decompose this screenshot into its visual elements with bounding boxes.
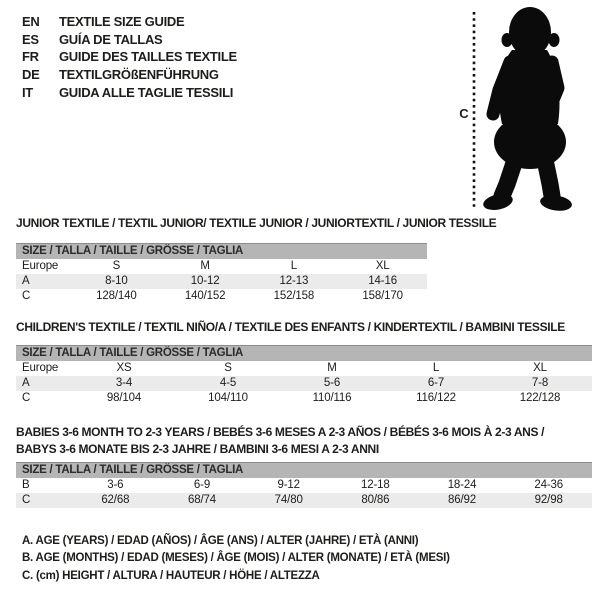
size-cell: 74/80 <box>274 494 303 507</box>
children-size-table <box>16 319 592 407</box>
size-cell: S <box>112 260 121 272</box>
size-header-bar: SIZE / TALLA / TAILLE / GRÖSSE / TAGLIA <box>16 462 592 478</box>
language-code: ES <box>22 31 39 47</box>
footnote-b: B. AGE (MONTHS) / EDAD (MESES) / ÂGE (MOIS) / ALTER (MONATE) / ETÀ (MESI) <box>22 552 450 565</box>
size-cell: 3-6 <box>107 479 124 491</box>
size-cell: 152/158 <box>273 290 315 303</box>
size-cell: 68/74 <box>187 494 217 507</box>
language-header <box>22 13 237 101</box>
size-cell: 62/68 <box>101 494 130 507</box>
size-cell: 12-18 <box>361 479 390 491</box>
size-cell: XS <box>116 362 132 374</box>
table-row <box>16 493 592 508</box>
size-cell: 9-12 <box>277 479 300 491</box>
table-title-block <box>16 424 592 458</box>
size-cell: 92/98 <box>534 494 563 507</box>
size-cell: M <box>200 260 210 272</box>
size-cell: S <box>224 362 232 374</box>
size-cell: 10-12 <box>190 275 220 288</box>
language-row-en <box>22 13 237 31</box>
size-cell: 122/128 <box>519 392 561 405</box>
size-cell: 14-16 <box>368 275 397 288</box>
guide-title-es: GUÍA DE TALLAS <box>59 31 163 47</box>
size-cell: 7-8 <box>531 377 549 390</box>
row-label: C <box>22 392 31 405</box>
size-cell: 6-9 <box>193 479 211 491</box>
size-cell: 80/86 <box>361 494 390 507</box>
table-row <box>16 274 427 289</box>
footnote-c: C. (cm) HEIGHT / ALTURA / HAUTEUR / HÖHE / ALTEZZA <box>22 569 320 582</box>
guide-title-de: TEXTILGRÖßENFÜHRUNG <box>59 67 219 83</box>
guide-title-en: TEXTILE SIZE GUIDE <box>59 14 185 30</box>
table-row <box>16 361 592 376</box>
language-code: DE <box>22 67 40 83</box>
size-cell: M <box>327 362 337 374</box>
row-label: A <box>22 275 30 288</box>
table-title-line1: BABIES 3-6 MONTH TO 2-3 YEARS / BEBÉS 3-6 MESES A 2-3 AÑOS / BÉBÉS 3-6 MOIS À 2-3 ANS / <box>16 425 545 439</box>
table-row <box>16 391 592 406</box>
size-cell: 3-4 <box>115 377 133 390</box>
size-cell: 18-24 <box>447 479 477 491</box>
size-cell: L <box>432 362 440 374</box>
size-cell: 5-6 <box>323 377 341 390</box>
language-row-it <box>22 83 237 101</box>
size-header-bar: SIZE / TALLA / TAILLE / GRÖSSE / TAGLIA <box>16 345 592 361</box>
language-row-fr <box>22 48 237 66</box>
size-cell: 128/140 <box>96 290 137 303</box>
guide-title-it: GUIDA ALLE TAGLIE TESSILI <box>59 84 234 100</box>
footnote-a: A. AGE (YEARS) / EDAD (AÑOS) / ÂGE (ANS) / ALTER (JAHRE) / ETÀ (ANNI) <box>22 535 419 547</box>
language-row-es <box>22 31 237 49</box>
row-label: C <box>22 290 31 303</box>
row-label: C <box>22 494 31 507</box>
size-cell: 140/152 <box>184 290 226 303</box>
size-cell: 116/122 <box>416 392 456 405</box>
guide-title-fr: GUIDE DES TAILLES TEXTILE <box>59 49 237 65</box>
size-cell: XL <box>533 362 547 374</box>
size-cell: 8-10 <box>105 275 128 288</box>
size-cell: 6-7 <box>427 377 445 390</box>
size-header-bar: SIZE / TALLA / TAILLE / GRÖSSE / TAGLIA <box>16 243 427 259</box>
size-cell: XL <box>375 260 390 272</box>
language-row-de <box>22 66 237 84</box>
language-code: FR <box>22 49 39 65</box>
row-label: B <box>22 479 30 491</box>
table-row <box>16 376 592 391</box>
table-title: CHILDREN'S TEXTILE / TEXTIL NIÑO/A / TEXTILE DES ENFANTS / KINDERTEXTIL / BAMBINI TESSILE <box>16 320 565 334</box>
row-label: A <box>22 377 30 390</box>
table-row <box>16 289 427 304</box>
babies-size-table <box>16 424 592 508</box>
footnotes <box>22 533 450 585</box>
figure-height-label: C <box>459 106 469 121</box>
table-row <box>16 259 427 274</box>
table-title: JUNIOR TEXTILE / TEXTIL JUNIOR/ TEXTILE JUNIOR / JUNIORTEXTIL / JUNIOR TESSILE <box>16 216 497 230</box>
size-cell: L <box>290 260 297 272</box>
row-label: Europe <box>22 362 59 374</box>
size-cell: 98/104 <box>106 392 142 405</box>
language-code: EN <box>22 14 40 30</box>
table-row <box>16 478 592 493</box>
size-cell: 24-36 <box>534 479 564 491</box>
baby-silhouette-icon <box>452 2 588 215</box>
size-cell: 12-13 <box>279 275 309 288</box>
junior-size-table <box>16 215 497 305</box>
language-code: IT <box>22 84 33 100</box>
size-cell: 158/170 <box>362 290 403 303</box>
size-cell: 86/92 <box>448 494 477 507</box>
size-cell: 104/110 <box>208 392 248 405</box>
size-cell: 110/116 <box>312 392 352 405</box>
table-title-line2: BABYS 3-6 MONATE BIS 2-3 JAHRE / BAMBINI 3-6 MESI A 2-3 ANNI <box>16 442 379 456</box>
size-cell: 4-5 <box>219 377 237 390</box>
row-label: Europe <box>22 260 59 272</box>
